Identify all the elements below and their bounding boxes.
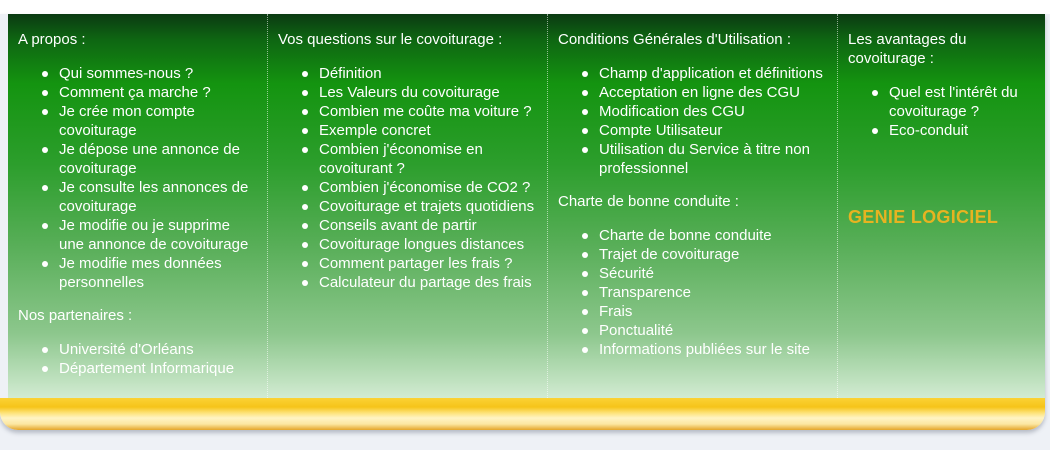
list-item: [302, 235, 537, 254]
list-item: [302, 273, 537, 292]
bullet-icon: [582, 147, 588, 153]
link-example[interactable]: Exemple concret: [319, 122, 431, 139]
list-item: [582, 140, 827, 178]
bullet-icon: [302, 261, 308, 267]
bullet-icon: [302, 71, 308, 77]
footer-links-area: [8, 14, 1045, 398]
bullet-icon: [302, 147, 308, 153]
footer-column-about: [8, 14, 267, 398]
bullet-icon: [302, 242, 308, 248]
bullet-icon: [582, 309, 588, 315]
bullet-icon: [582, 71, 588, 77]
link-benefit[interactable]: Quel est l'intérêt du covoiturage ?: [889, 84, 1018, 120]
list-item: [302, 64, 537, 83]
section-title-terms: Conditions Générales d'Utilisation :: [558, 31, 791, 48]
list-item: [302, 197, 537, 216]
link-list-about: [18, 64, 257, 292]
list-item: [582, 302, 827, 321]
link-user-account[interactable]: Compte Utilisateur: [599, 122, 723, 139]
list-item: [582, 340, 827, 359]
bullet-icon: [42, 185, 48, 191]
list-item: [872, 121, 1035, 140]
link-cost-calculator[interactable]: Calculateur du partage des frais: [319, 274, 532, 291]
bullet-icon: [302, 185, 308, 191]
link-edit-ad[interactable]: Je modifie ou je supprime une annonce de covoiturage: [59, 217, 249, 253]
bullet-icon: [582, 290, 588, 296]
link-published-info[interactable]: Informations publiées sur le site: [599, 341, 810, 358]
link-charter[interactable]: Charte de bonne conduite: [599, 227, 772, 244]
bullet-icon: [582, 128, 588, 134]
link-transparency[interactable]: Transparence: [599, 284, 691, 301]
bullet-icon: [42, 147, 48, 153]
link-eco-driving[interactable]: Eco-conduit: [889, 122, 969, 139]
list-item: [582, 245, 827, 264]
section-title-about: A propos :: [18, 31, 86, 48]
link-list-terms: [558, 64, 827, 178]
link-trip[interactable]: Trajet de covoiturage: [599, 246, 740, 263]
link-definition[interactable]: Définition: [319, 65, 382, 82]
list-item: [42, 83, 257, 102]
list-item: [42, 64, 257, 83]
link-safety[interactable]: Sécurité: [599, 265, 655, 282]
link-post-ad[interactable]: Je dépose une annonce de covoiturage: [59, 141, 240, 177]
link-share-costs[interactable]: Comment partager les frais ?: [319, 255, 513, 272]
link-savings[interactable]: Combien j'économise en covoiturant ?: [319, 141, 483, 177]
link-who-are-we[interactable]: Qui sommes-nous ?: [59, 65, 194, 82]
bullet-icon: [302, 280, 308, 286]
bullet-icon: [302, 90, 308, 96]
link-browse-ads[interactable]: Je consulte les annonces de covoiturage: [59, 179, 249, 215]
link-punctuality[interactable]: Ponctualité: [599, 322, 674, 339]
link-online-acceptance[interactable]: Acceptation en ligne des CGU: [599, 84, 800, 101]
link-long-distance[interactable]: Covoiturage longues distances: [319, 236, 525, 253]
section-title-questions: Vos questions sur le covoiturage :: [278, 31, 503, 48]
list-item: [302, 83, 537, 102]
footer-yellow-band: [0, 398, 1045, 430]
bullet-icon: [42, 90, 48, 96]
site-footer: [0, 14, 1045, 430]
bullet-icon: [582, 252, 588, 258]
link-scope[interactable]: Champ d'application et définitions: [599, 65, 823, 82]
bullet-icon: [42, 109, 48, 115]
bullet-icon: [302, 109, 308, 115]
bullet-icon: [582, 109, 588, 115]
bullet-icon: [582, 90, 588, 96]
link-terms-changes[interactable]: Modification des CGU: [599, 103, 745, 120]
list-item: [42, 178, 257, 216]
link-advice[interactable]: Conseils avant de partir: [319, 217, 477, 234]
list-item: [582, 64, 827, 83]
footer-column-benefits: [837, 14, 1045, 398]
list-item: [582, 226, 827, 245]
link-list-benefits: [848, 83, 1035, 140]
link-department[interactable]: Département Informarique: [59, 360, 235, 377]
list-item: [302, 140, 537, 178]
section-title-benefits: Les avantages du covoiturage :: [848, 31, 967, 67]
bullet-icon: [42, 261, 48, 267]
footer-column-terms: [547, 14, 837, 398]
list-item: [302, 102, 537, 121]
bullet-icon: [42, 223, 48, 229]
bullet-icon: [302, 223, 308, 229]
link-edit-personal-data[interactable]: Je modifie mes données personnelles: [59, 255, 222, 291]
bullet-icon: [302, 204, 308, 210]
link-co2-savings[interactable]: Combien j'économise de CO2 ?: [319, 179, 531, 196]
section-title-partners: Nos partenaires :: [18, 307, 133, 324]
list-item: [582, 102, 827, 121]
link-how-it-works[interactable]: Comment ça marche ?: [59, 84, 211, 101]
list-item: [42, 216, 257, 254]
list-item: [582, 121, 827, 140]
section-title-charter: Charte de bonne conduite :: [558, 193, 739, 210]
bullet-icon: [582, 347, 588, 353]
link-non-professional-use[interactable]: Utilisation du Service à titre non professionnel: [599, 141, 810, 177]
list-item: [42, 340, 257, 359]
link-list-questions: [278, 64, 537, 292]
list-item: [302, 178, 537, 197]
brand-label: GENIE LOGICIEL: [848, 207, 999, 227]
link-values[interactable]: Les Valeurs du covoiturage: [319, 84, 500, 101]
list-item: [302, 121, 537, 140]
list-item: [302, 254, 537, 273]
bullet-icon: [42, 71, 48, 77]
link-create-account[interactable]: Je crée mon compte covoiturage: [59, 103, 195, 139]
bullet-icon: [582, 271, 588, 277]
list-item: [42, 359, 257, 378]
header-bottom-strip: [0, 0, 1050, 14]
link-daily-trips[interactable]: Covoiturage et trajets quotidiens: [319, 198, 535, 215]
bullet-icon: [42, 347, 48, 353]
bullet-icon: [872, 128, 878, 134]
link-list-partners: [18, 340, 257, 378]
bullet-icon: [582, 233, 588, 239]
list-item: [582, 83, 827, 102]
list-item: [302, 216, 537, 235]
link-university[interactable]: Université d'Orléans: [59, 341, 194, 358]
list-item: [42, 102, 257, 140]
list-item: [42, 140, 257, 178]
bullet-icon: [872, 90, 878, 96]
list-item: [582, 321, 827, 340]
list-item: [582, 264, 827, 283]
link-car-cost[interactable]: Combien me coûte ma voiture ?: [319, 103, 532, 120]
link-list-charter: [558, 226, 827, 359]
list-item: [582, 283, 827, 302]
list-item: [872, 83, 1035, 121]
bullet-icon: [42, 366, 48, 372]
footer-column-questions: [267, 14, 547, 398]
bullet-icon: [582, 328, 588, 334]
bullet-icon: [302, 128, 308, 134]
link-costs[interactable]: Frais: [599, 303, 633, 320]
list-item: [42, 254, 257, 292]
